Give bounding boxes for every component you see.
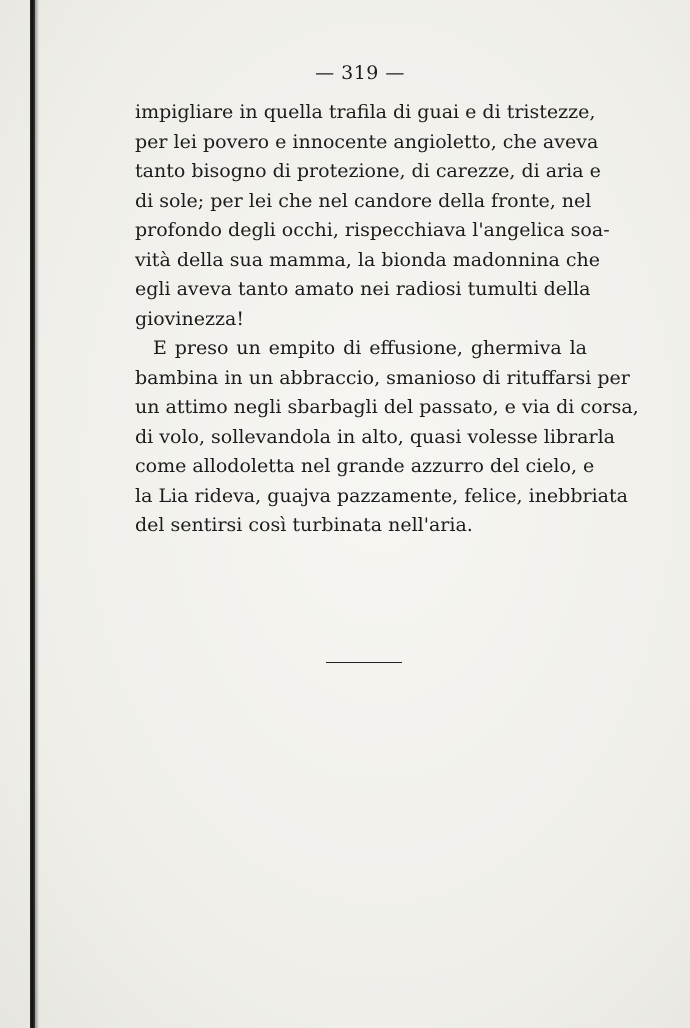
text-line: impigliare in quella trafila di guai e di tristezze, <box>135 101 596 123</box>
text-line: un attimo negli sbarbagli del passato, e via di corsa, <box>135 396 639 418</box>
text-line: del sentirsi così turbinata nell'aria. <box>135 514 473 536</box>
text-line: come allodoletta nel grande azzurro del cielo, e <box>135 455 595 477</box>
body-text <box>135 98 639 541</box>
text-line: la Lia rideva, guajva pazzamente, felice, inebbriata <box>135 484 628 507</box>
text-line: egli aveva tanto amato nei radiosi tumulti della <box>135 278 591 300</box>
page-number: — 319 — <box>315 62 405 84</box>
binding-shadow <box>35 0 39 1028</box>
text-line: profondo degli occhi, rispecchiava l'angelica soa- <box>135 219 610 241</box>
text-line: per lei povero e innocente angioletto, che aveva <box>135 130 599 153</box>
text-line: tanto bisogno di protezione, di carezze, di aria e <box>135 160 601 182</box>
text-line: di volo, sollevandola in alto, quasi volesse librarla <box>135 425 615 448</box>
text-line: E preso un empito di effusione, ghermiva la <box>153 337 587 359</box>
end-rule <box>326 662 402 663</box>
text-line: di sole; per lei che nel candore della fronte, nel <box>135 189 592 212</box>
text-line: giovinezza! <box>135 307 244 330</box>
text-line: vità della sua mamma, la bionda madonnina che <box>135 248 600 271</box>
text-line: bambina in un abbraccio, smanioso di rituffarsi per <box>135 366 630 389</box>
